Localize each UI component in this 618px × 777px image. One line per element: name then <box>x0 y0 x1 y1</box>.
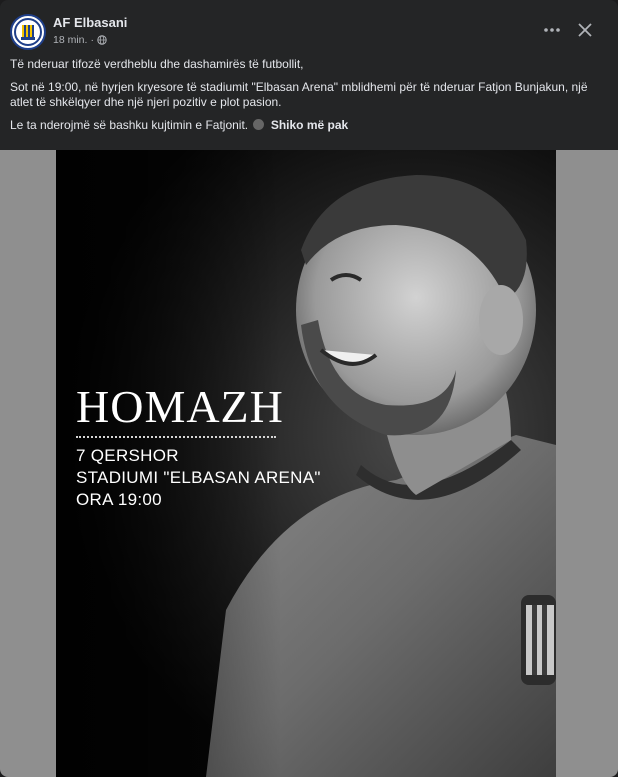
memorial-poster-image[interactable] <box>56 150 556 777</box>
meta-separator: · <box>90 34 94 46</box>
page-avatar[interactable] <box>10 14 46 50</box>
close-icon <box>577 22 593 38</box>
post-meta <box>53 34 107 46</box>
post-text <box>10 57 610 141</box>
post-paragraph: Të nderuar tifozë verdheblu dhe dashamirës të futbollit, <box>10 57 304 71</box>
post-media[interactable] <box>0 150 618 777</box>
poster-divider <box>76 436 276 438</box>
poster-date: 7 QERSHOR <box>76 446 179 465</box>
post-header <box>0 0 618 56</box>
post-paragraph: Sot në 19:00, në hyrjen kryesore të stadiumit "Elbasan Arena" mblidhemi për të nderuar Fatjon Bunjakun, një atlet të shkëlqyer dhe një njeri pozitiv e plot pasion. <box>10 80 588 109</box>
club-crest-icon <box>12 16 44 48</box>
post-last-line <box>10 118 610 133</box>
post-paragraph: Le ta nderojmë së bashku kujtimin e Fatjonit. <box>10 118 249 132</box>
post-time[interactable]: 18 min. <box>53 34 88 46</box>
poster-title: HOMAZH <box>76 381 284 432</box>
page-name[interactable]: AF Elbasani <box>53 15 128 30</box>
poster-venue: STADIUMI "ELBASAN ARENA" <box>76 468 321 487</box>
more-options-button[interactable] <box>540 18 564 42</box>
close-button[interactable] <box>573 18 597 42</box>
poster-time: ORA 19:00 <box>76 490 162 509</box>
see-less-link[interactable]: Shiko më pak <box>270 118 349 132</box>
more-dots-icon <box>543 27 561 33</box>
moon-emoji-icon <box>253 119 264 130</box>
globe-icon[interactable] <box>97 35 107 45</box>
